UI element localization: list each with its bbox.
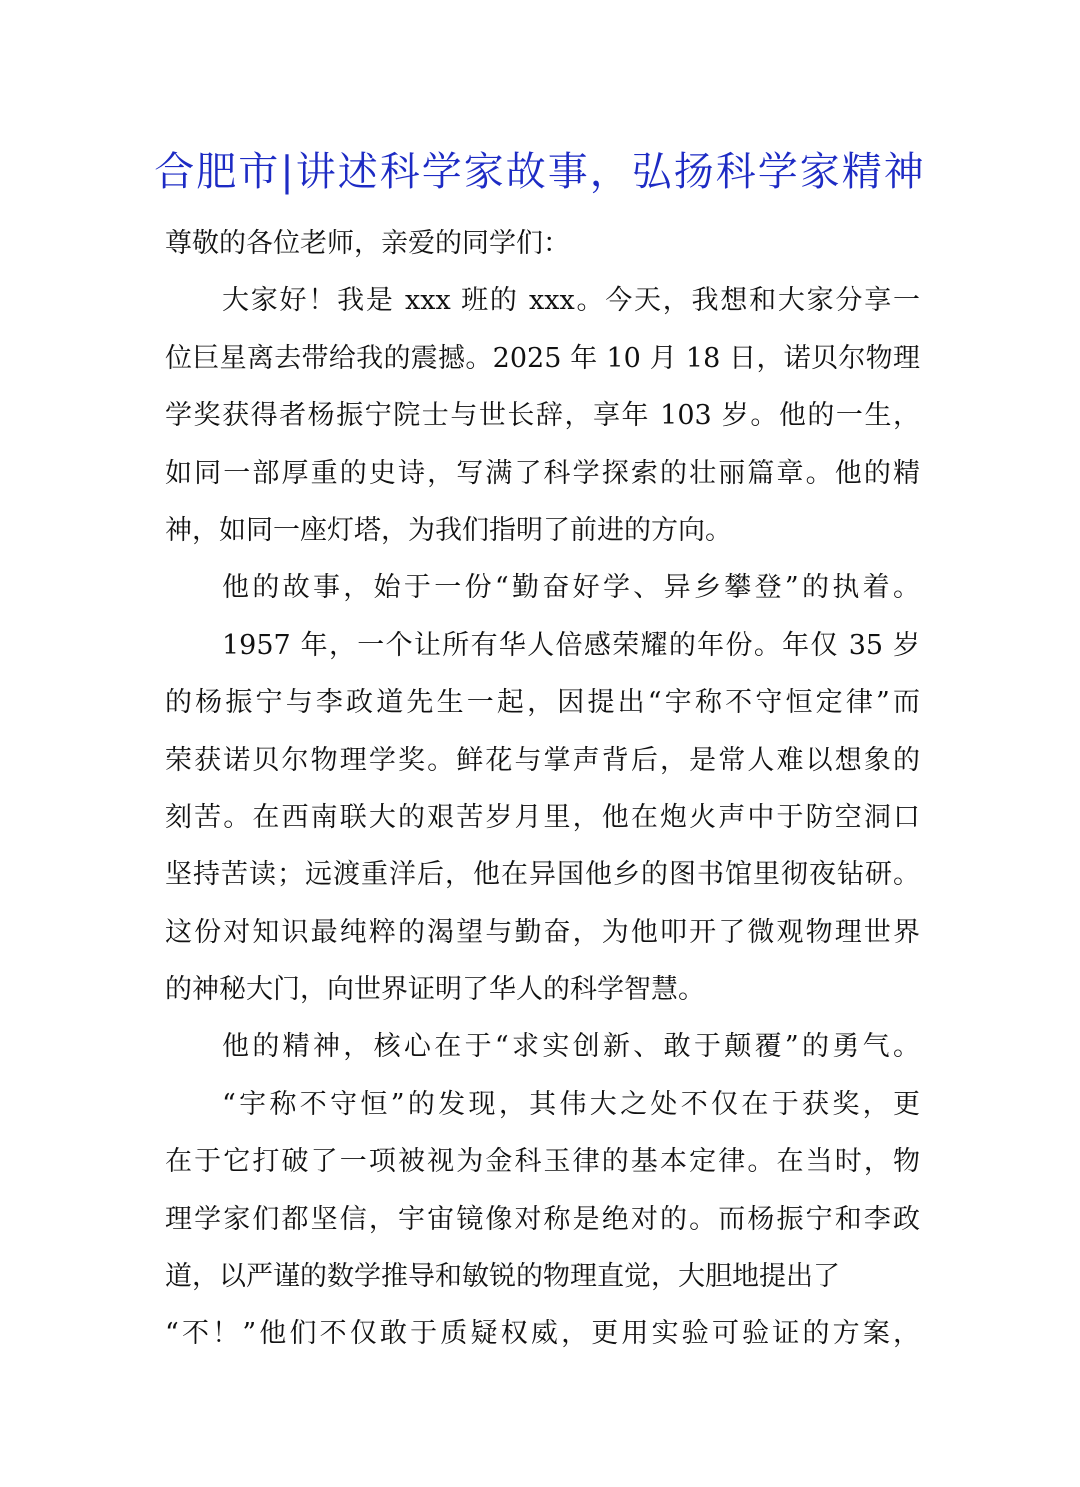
text-line: 他的精神，核心在于“求实创新、敢于颠覆”的勇气。 bbox=[222, 1031, 920, 1063]
text-line: 位巨星离去带给我的震撼。2025 年 10 月 18 日，诺贝尔物理 bbox=[165, 342, 920, 374]
text-line: 的杨振宁与李政道先生一起，因提出“宇称不守恒定律”而 bbox=[165, 687, 920, 719]
text-line: 尊敬的各位老师，亲爱的同学们： bbox=[165, 228, 570, 259]
text-line: 学奖获得者杨振宁院士与世长辞，享年 103 岁。他的一生， bbox=[165, 400, 920, 432]
text-line: 刻苦。在西南联大的艰苦岁月里，他在炮火声中于防空洞口 bbox=[165, 801, 920, 833]
text-line: 道，以严谨的数学推导和敏锐的物理直觉，大胆地提出了 bbox=[165, 1261, 840, 1293]
text-line: 理学家们都坚信，宇宙镜像对称是绝对的。而杨振宁和李政 bbox=[165, 1203, 920, 1235]
text-line: 他的故事，始于一份“勤奋好学、异乡攀登”的执着。 bbox=[222, 572, 920, 604]
text-line: 坚持苦读；远渡重洋后，他在异国他乡的图书馆里彻夜钻研。 bbox=[165, 859, 920, 891]
document-title: 合肥市|讲述科学家故事，弘扬科学家精神 bbox=[154, 149, 926, 195]
text-line: 在于它打破了一项被视为金科玉律的基本定律。在当时，物 bbox=[165, 1146, 920, 1178]
text-line: 大家好！我是 xxx 班的 xxx。今天，我想和大家分享一 bbox=[222, 285, 920, 317]
text-line: “不！”他们不仅敢于质疑权威，更用实验可验证的方案， bbox=[165, 1318, 920, 1350]
text-line: 这份对知识最纯粹的渴望与勤奋，为他叩开了微观物理世界 bbox=[165, 916, 920, 948]
text-line: 1957 年，一个让所有华人倍感荣耀的年份。年仅 35 岁 bbox=[222, 629, 920, 661]
text-line: 如同一部厚重的史诗，写满了科学探索的壮丽篇章。他的精 bbox=[165, 457, 920, 489]
text-line: 的神秘大门，向世界证明了华人的科学智慧。 bbox=[165, 974, 705, 1006]
document-body bbox=[165, 215, 920, 1363]
text-line: “宇称不守恒”的发现，其伟大之处不仅在于获奖，更 bbox=[222, 1088, 920, 1120]
text-line: 神，如同一座灯塔，为我们指明了前进的方向。 bbox=[165, 514, 732, 546]
text-line: 荣获诺贝尔物理学奖。鲜花与掌声背后，是常人难以想象的 bbox=[165, 744, 920, 776]
